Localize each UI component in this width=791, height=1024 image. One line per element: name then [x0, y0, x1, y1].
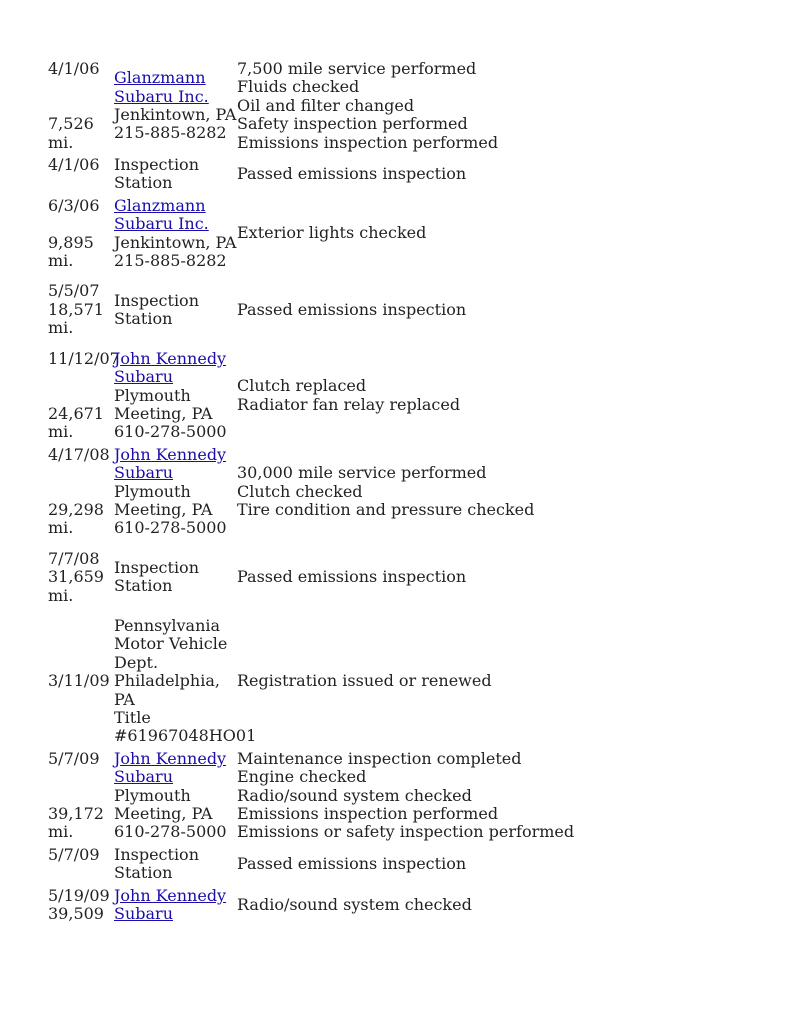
record-mileage: 39,172 mi. [48, 804, 104, 842]
record-date: 4/17/08 [48, 444, 110, 464]
date-mileage-cell [48, 348, 120, 442]
dealer-link[interactable]: John Kennedy Subaru [114, 444, 227, 483]
record-date: 4/1/06 [48, 155, 100, 175]
history-record [48, 540, 768, 615]
events-cell [237, 750, 768, 842]
source-cell [114, 846, 237, 883]
date-mileage-cell [48, 750, 114, 842]
events-cell [237, 672, 768, 690]
source-details: Inspection Station [114, 290, 199, 329]
event-line: Maintenance inspection completed [237, 748, 522, 768]
events-cell [237, 301, 768, 319]
event-line: 7,500 mile service performed [237, 59, 477, 78]
date-mileage-cell [48, 446, 114, 538]
event-line: Fluids checked [237, 77, 360, 97]
event-line: Engine checked [237, 767, 367, 787]
history-record [48, 885, 768, 926]
date-mileage-cell [48, 550, 114, 605]
dealer-link[interactable]: Glanzmann Subaru Inc. [114, 68, 209, 106]
events-cell [237, 464, 768, 519]
events-cell [237, 60, 768, 152]
source-cell [114, 156, 237, 193]
event-line: Safety inspection performed [237, 114, 468, 134]
source-cell [114, 197, 237, 271]
dealer-link[interactable]: John Kennedy Subaru [114, 348, 227, 387]
date-mileage-cell [48, 156, 114, 193]
date-mileage-cell [48, 846, 114, 883]
record-mileage: 39,509 [48, 904, 104, 924]
dealer-link[interactable]: John Kennedy Subaru [114, 885, 227, 924]
history-record [48, 444, 768, 540]
history-record [48, 615, 768, 748]
record-date: 4/1/06 [48, 59, 100, 78]
events-cell [237, 165, 768, 183]
source-cell [114, 350, 237, 442]
history-record [48, 58, 768, 154]
event-line: 30,000 mile service performed [237, 463, 487, 483]
date-mileage-cell [48, 197, 114, 271]
source-details: Plymouth Meeting, PA 610-278-5000 [114, 385, 227, 442]
events-cell [237, 224, 768, 242]
history-record [48, 154, 768, 195]
source-details: Jenkintown, PA 215-885-8282 [114, 232, 237, 271]
source-details: Inspection Station [114, 557, 199, 596]
date-mileage-cell [48, 887, 114, 924]
record-date: 6/3/06 [48, 195, 100, 215]
record-mileage: 29,298 mi. [48, 499, 104, 538]
record-mileage: 7,526 mi. [48, 114, 94, 152]
source-details: Inspection Station [114, 844, 199, 883]
source-cell [114, 559, 237, 596]
event-line: Exterior lights checked [237, 223, 427, 243]
source-cell [114, 750, 237, 842]
source-cell [114, 69, 237, 143]
record-date: 5/7/09 [48, 844, 100, 864]
events-cell [237, 896, 768, 914]
record-mileage: 31,659 mi. [48, 567, 104, 605]
history-record [48, 195, 768, 273]
event-line: Clutch checked [237, 481, 363, 501]
event-line: Radiator fan relay replaced [237, 394, 461, 414]
record-mileage: 24,671 mi. [48, 403, 104, 442]
event-line: Clutch replaced [237, 376, 367, 396]
source-details: Plymouth Meeting, PA 610-278-5000 [114, 785, 227, 842]
source-cell [114, 887, 237, 924]
history-record [48, 748, 768, 844]
record-date: 11/12/07 [48, 348, 120, 368]
dealer-link[interactable]: John Kennedy Subaru [114, 748, 227, 787]
history-record [48, 348, 768, 444]
record-date: 7/7/08 [48, 548, 100, 568]
history-record [48, 844, 768, 885]
event-line: Passed emissions inspection [237, 567, 467, 587]
events-cell [237, 377, 768, 414]
record-mileage: 9,895 mi. [48, 232, 94, 271]
record-date: 5/7/09 [48, 748, 100, 768]
record-date: 3/11/09 [48, 671, 110, 691]
source-cell [114, 292, 237, 329]
vehicle-history-list [48, 58, 768, 925]
source-details: Inspection Station [114, 155, 199, 193]
event-line: Passed emissions inspection [237, 854, 467, 874]
source-cell [114, 446, 237, 538]
event-line: Emissions or safety inspection performed [237, 822, 575, 842]
event-line: Emissions inspection performed [237, 132, 499, 152]
source-details: Jenkintown, PA 215-885-8282 [114, 105, 237, 143]
source-cell [114, 615, 257, 746]
events-cell [237, 855, 768, 873]
event-line: Tire condition and pressure checked [237, 499, 535, 519]
record-date: 5/5/07 [48, 281, 100, 301]
history-record [48, 272, 768, 347]
event-line: Radio/sound system checked [237, 785, 472, 805]
event-line: Passed emissions inspection [237, 299, 467, 319]
source-details: Plymouth Meeting, PA 610-278-5000 [114, 481, 227, 538]
date-mileage-cell [48, 617, 114, 746]
event-line: Oil and filter changed [237, 95, 415, 115]
record-date: 5/19/09 [48, 885, 110, 905]
event-line: Radio/sound system checked [237, 894, 472, 914]
dealer-link[interactable]: Glanzmann Subaru Inc. [114, 195, 209, 234]
date-mileage-cell [48, 60, 114, 152]
event-line: Emissions inspection performed [237, 804, 499, 824]
date-mileage-cell [48, 282, 114, 337]
record-mileage: 18,571 mi. [48, 299, 104, 338]
event-line: Registration issued or renewed [237, 671, 492, 691]
source-details: Pennsylvania Motor Vehicle Dept. Philadelphia, PA Title #61967048HO01 [114, 615, 257, 746]
event-line: Passed emissions inspection [237, 164, 467, 184]
events-cell [237, 568, 768, 586]
